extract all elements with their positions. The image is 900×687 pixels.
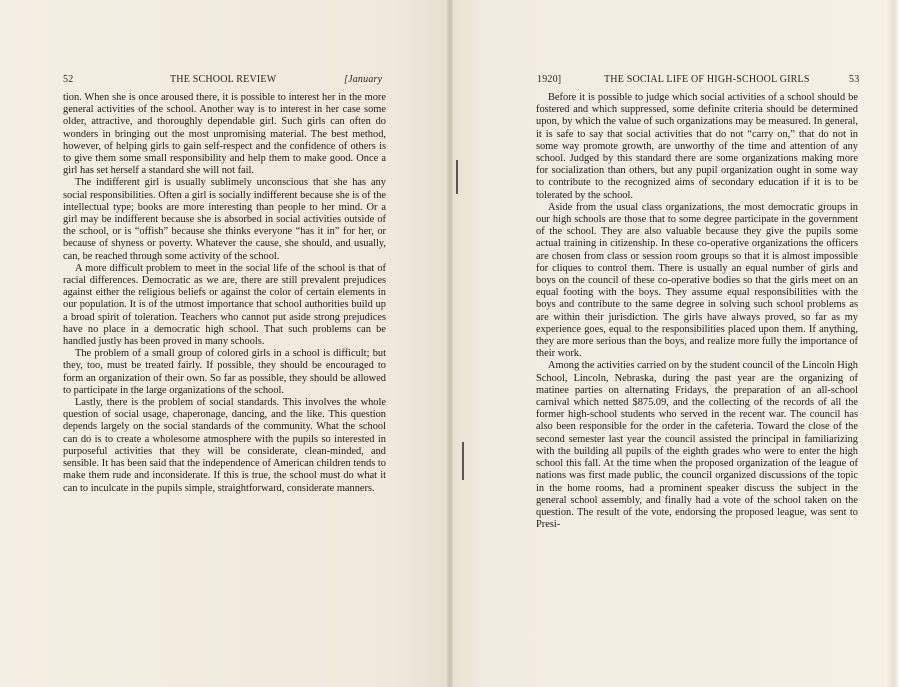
paragraph: Among the activities carried on by the student council of the Lincoln High School, Lincoln, Nebraska, during the past year are the organizing of matinee parties on alternating Fridays, the preparation of an all-school carnival which netted $875.09, and the collecting of the records of all the former high-school students who served in the recent war. The council has also been responsible for the order in the cafeteria. Toward the close of the second semester last year the council assisted the principal in familiarizing with the building all pupils of the eighth grades who were to enter the high school this fall. At the time when the proposed organization of the league of nations was first made public, the council organized discussions of the topic in the home rooms, had a prominent speaker discuss the subject in the general school assembly, and finally had a vote of the school taken on the question. The result of the vote, endorsing the proposed league, was sent to Presi- [536,360,858,531]
left-page-number: 52 [63,74,74,85]
left-running-date: [January [344,74,383,85]
right-running-date: 1920] [537,74,562,85]
right-running-title: THE SOCIAL LIFE OF HIGH-SCHOOL GIRLS [604,74,810,85]
paragraph: The problem of a small group of colored girls in a school is difficult; but they, too, must be treated fairly. If possible, they should be encouraged to form an organization of their own. So far as possible, they should be allowed to participate in the large organizations of the school. [63,348,386,396]
staple-mark [462,442,464,480]
paragraph: Before it is possible to judge which social activities of a school should be fostered and which suppressed, some definite criteria should be determined upon, by which the value of such organizations may be measured. In general, it is safe to say that social activities that do not “carry on,” that do not in some way promote growth, are unworthy of the time and attention of any school. Judged by this standard there are some organizations making more for socialization than others, but any pupil organization ought in some way to contribute to the recognized aims of secondary education if it is to be tolerated by the school. [536,92,858,201]
left-body-text [63,92,386,495]
paragraph: The indifferent girl is usually sublimely unconscious that she has any social responsibilities. Often a girl is socially indifferent because she is of the intellectual type; books are more interesting than people to her mind. Or a girl may be indifferent because she is absorbed in social activities outside of the school, or is “offish” because she thinks everyone “has it in” for her, or because of shyness or poverty. Whatever the cause, she should, and usually, can, be reached through some activity of the school. [63,177,386,262]
staple-mark [456,160,458,194]
page-edge [886,0,900,687]
paragraph: Lastly, there is the problem of social standards. This involves the whole question of social usage, chaperonage, dancing, and the like. This question depends largely on the social standards of the community. What the school can do is to create a wholesome atmosphere with the pupils so interested in purposeful activities that they will be considerate, clean-minded, and sensible. It has been said that the independence of American children tends to make them rude and inconsiderate. If this is true, the school must do what it can to inculcate in the pupils simple, straightforward, considerate manners. [63,397,386,494]
right-page [450,0,900,687]
right-body-text [536,92,858,531]
paragraph: tion. When she is once aroused there, it is possible to interest her in the more general activities of the school. Another way is to interest in her case some older, attractive, and thoroughly dependable girl. Such girls can often do wonders in bringing out the most unpromising material. The best method, however, of helping girls to gain self-respect and the confidence of others is to give them some small responsibility and help them to make good. Once a girl has set herself a standard she will not fail. [63,92,386,177]
book-gutter [447,0,453,687]
right-page-number: 53 [849,74,860,85]
paragraph: A more difficult problem to meet in the social life of the school is that of racial differences. Democratic as we are, there are still prevalent prejudices against either the religious beliefs or against the color of certain elements in our population. It is of the utmost importance that school authorities build up a broad spirit of toleration. Teachers who cannot put aside strong prejudices have no place in a democratic high school. That such problems can be handled justly has been proved in many schools. [63,262,386,348]
left-running-title: THE SCHOOL REVIEW [170,74,277,85]
paragraph: Aside from the usual class organizations, the most democratic groups in our high schools are those that to some degree participate in the government of the school. They are also valuable because they give the pupils some actual training in citizenship. In these co-operative organizations the officers are chosen from class or session room groups so that it is almost impossible for cliques to control them. There is usually an equal number of girls and boys on the council of these co-operative bodies so that the girls meet on an equal footing with the boys. They assume equal responsibilities with the boys and contribute to the same degree in solving such school problems as are within their jurisdiction. The girls have always proved, so far as my experience goes, equal to the responsibilities placed upon them. If anything, they are more serious than the boys, and realize more fully the importance of their work. [536,201,858,360]
